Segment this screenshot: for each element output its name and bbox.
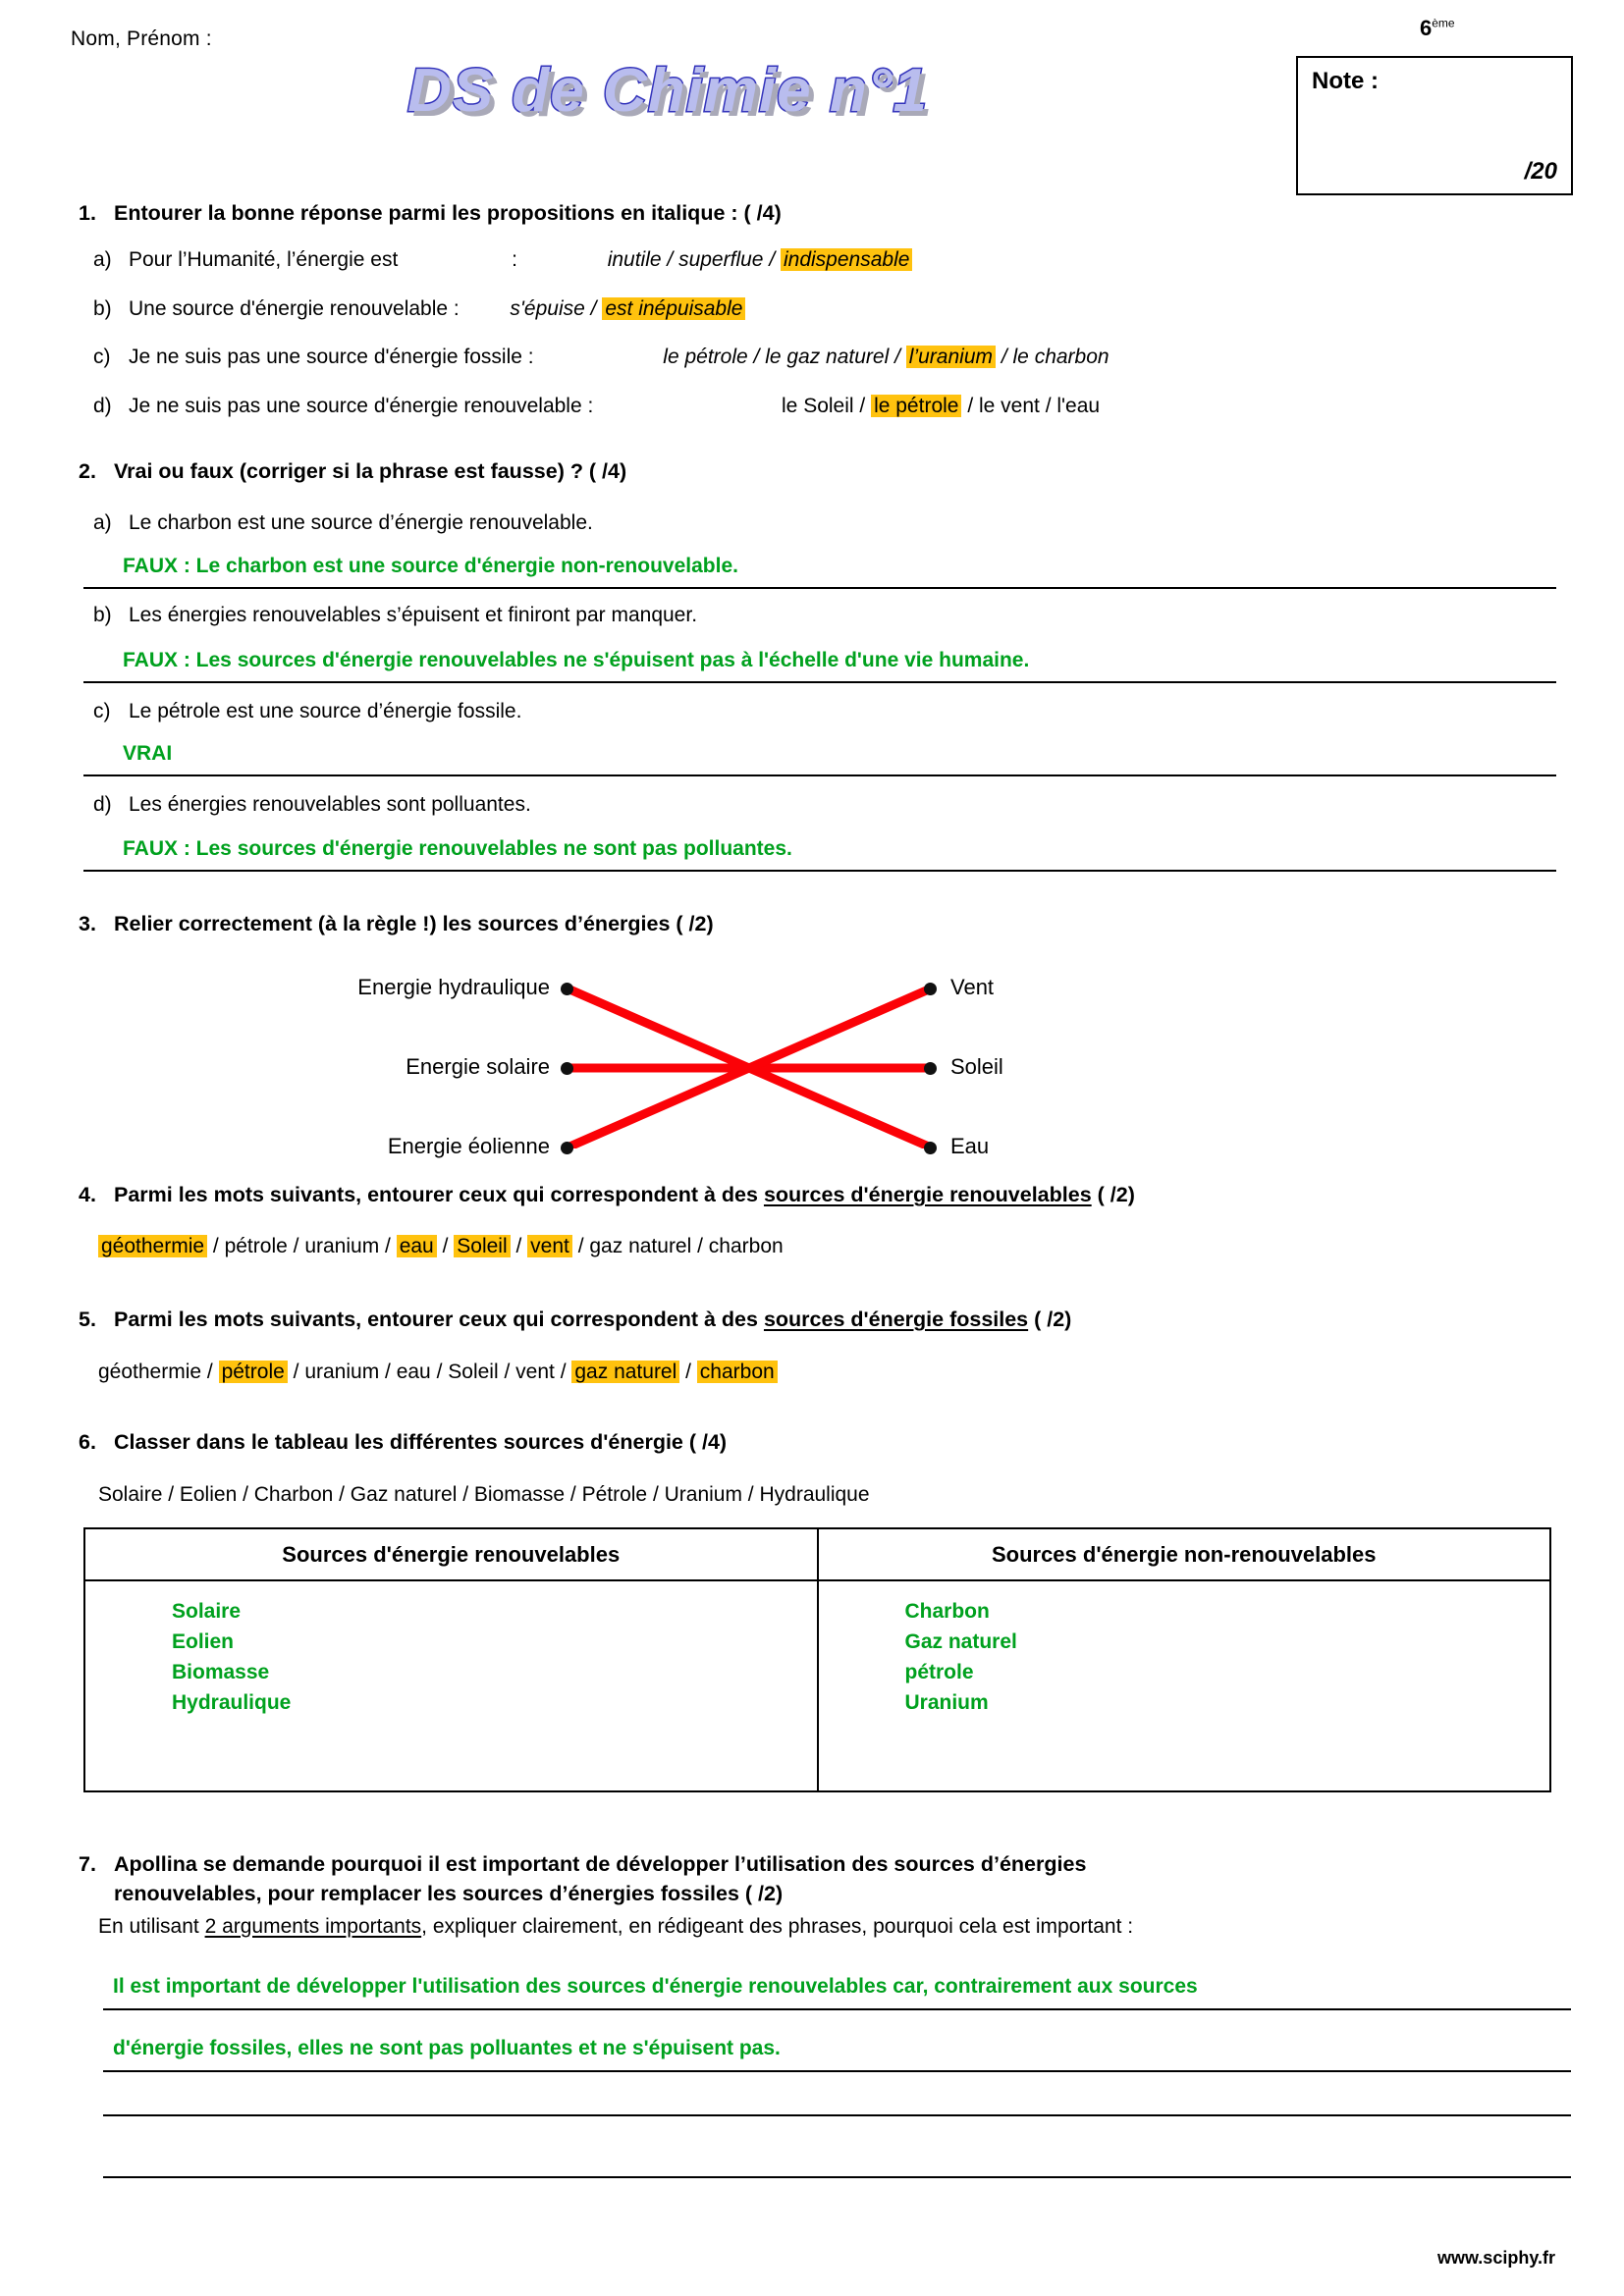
choice-a-3-selected[interactable]: indispensable <box>781 248 912 271</box>
word-uranium[interactable]: uranium <box>304 1235 380 1257</box>
matching-lines <box>0 942 1624 1148</box>
choice-separator: / <box>859 395 872 417</box>
grade-total: /20 <box>1524 158 1557 185</box>
question-4-statement <box>79 1181 1591 1210</box>
answer-2d[interactable]: FAUX : Les sources d'énergie renouvelables ne sont pas polluantes. <box>123 837 792 860</box>
item-label-d: d) <box>93 395 112 417</box>
item-label-c: c) <box>93 346 111 368</box>
grade-label: Note : <box>1312 68 1379 94</box>
question-7-instruction <box>98 1912 1571 1941</box>
choice-c-4[interactable]: le charbon <box>1012 346 1110 368</box>
word-sep: / <box>554 1361 572 1383</box>
answer-line-2a <box>83 587 1556 589</box>
grade-level-suffix: ème <box>1432 16 1455 30</box>
word-vent[interactable]: vent <box>527 1235 572 1257</box>
question-7-number: 7. <box>79 1852 96 1876</box>
match-left-label-1: Energie solaire <box>406 1054 550 1079</box>
choice-separator: / <box>894 346 906 368</box>
word-sep: / <box>510 1235 528 1257</box>
match-right-label-2: Eau <box>950 1134 990 1158</box>
choice-separator: / <box>753 346 766 368</box>
choice-a-2[interactable]: superflue <box>678 248 764 271</box>
word-petrole[interactable]: pétrole <box>224 1235 288 1257</box>
question-4-text-pre: Parmi les mots suivants, entourer ceux qui correspondent à des <box>114 1183 764 1206</box>
grade-box <box>1296 56 1573 195</box>
word-sep: / <box>430 1361 449 1383</box>
word-sep: / <box>571 1235 590 1257</box>
question-6-word-list: Solaire / Eolien / Charbon / Gaz naturel / Biomasse / Pétrole / Uranium / Hydraulique <box>98 1483 870 1506</box>
question-2-statement <box>79 457 1355 487</box>
table-header-non-renewable: Sources d'énergie non-renouvelables <box>818 1528 1551 1580</box>
question-6-number: 6. <box>79 1430 96 1454</box>
item-label-a: a) <box>93 511 112 534</box>
table-cell-non-renewable[interactable] <box>818 1580 1551 1791</box>
choice-d-1[interactable]: le Soleil <box>782 395 854 417</box>
match-right-dot-0[interactable] <box>924 983 937 995</box>
question-5-number: 5. <box>79 1308 96 1331</box>
grade-level <box>1420 16 1455 41</box>
instruction-underlined: 2 arguments importants <box>204 1915 422 1938</box>
choice-separator: / <box>769 248 781 271</box>
answer-2b[interactable]: FAUX : Les sources d'énergie renouvelables ne s'épuisent pas à l'échelle d'une vie humaine. <box>123 649 1030 671</box>
match-right-label-1: Soleil <box>950 1054 1003 1079</box>
renewable-item-3: Hydraulique <box>172 1690 292 1714</box>
word-sep: / <box>691 1235 709 1257</box>
match-left-dot-2[interactable] <box>561 1142 573 1154</box>
non-renewable-item-1: Gaz naturel <box>904 1630 1017 1654</box>
word-geothermie[interactable]: géothermie <box>98 1235 207 1257</box>
question-7-statement-line2: renouvelables, pour remplacer les sources d’énergies fossiles ( /2) <box>114 1882 784 1905</box>
answer-line-7-1 <box>103 2008 1571 2010</box>
question-1-item-c <box>93 343 1605 371</box>
answer-line-2c <box>83 774 1556 776</box>
question-1-item-a <box>93 245 1566 274</box>
choice-c-3-selected[interactable]: l’uranium <box>906 346 996 368</box>
question-6-text: Classer dans le tableau les différentes sources d'énergie ( /4) <box>114 1430 728 1454</box>
word-sep: / <box>379 1235 397 1257</box>
renewable-item-2: Biomasse <box>172 1660 270 1683</box>
item-a-text: Le charbon est une source d’énergie renouvelable. <box>129 511 593 534</box>
match-left-dot-1[interactable] <box>561 1062 573 1075</box>
choice-d-3[interactable]: le vent <box>978 395 1040 417</box>
question-4-text-post: ( /2) <box>1091 1183 1135 1206</box>
word-sep: / <box>436 1235 455 1257</box>
page-title-wordart: DS de Chimie n°1 <box>406 57 928 125</box>
item-label-d: d) <box>93 793 112 816</box>
question-5-text-post: ( /2) <box>1028 1308 1072 1331</box>
answer-7-line2[interactable]: d'énergie fossiles, elles ne sont pas polluantes et ne s'épuisent pas. <box>113 2037 781 2059</box>
question-5-text-underlined: sources d'énergie fossiles <box>763 1308 1029 1331</box>
item-d-text: Les énergies renouvelables sont polluantes. <box>129 793 531 816</box>
question-1-statement <box>79 199 1355 229</box>
word-eau[interactable]: eau <box>397 1235 437 1257</box>
question-4-text-underlined: sources d'énergie renouvelables <box>763 1183 1092 1206</box>
renewable-item-0: Solaire <box>172 1600 242 1624</box>
blank-line-2 <box>103 2176 1571 2178</box>
question-2-item-b <box>93 601 697 629</box>
question-2-text: Vrai ou faux (corriger si la phrase est fausse) ? ( /4) <box>114 459 627 483</box>
choice-separator: / <box>667 248 679 271</box>
item-label-a: a) <box>93 248 112 271</box>
word-gaz-naturel[interactable]: gaz naturel <box>571 1361 679 1383</box>
word-gaz-naturel[interactable]: gaz naturel <box>589 1235 692 1257</box>
answer-line-2d <box>83 870 1556 872</box>
choice-separator: / <box>590 297 603 320</box>
non-renewable-item-0: Charbon <box>904 1600 990 1624</box>
table-body-row <box>84 1580 1550 1791</box>
instruction-pre: En utilisant <box>98 1915 205 1938</box>
renewable-list <box>85 1597 817 1718</box>
question-5-text-pre: Parmi les mots suivants, entourer ceux qui correspondent à des <box>114 1308 764 1331</box>
word-sep: / <box>679 1361 697 1383</box>
answer-line-2b <box>83 681 1556 683</box>
question-6-statement <box>79 1428 1591 1458</box>
question-1-item-d <box>93 392 1605 420</box>
item-b-text: Les énergies renouvelables s’épuisent et finiront par manquer. <box>129 604 698 626</box>
choice-c-1[interactable]: le pétrole <box>663 346 748 368</box>
table-header-renewable: Sources d'énergie renouvelables <box>84 1528 818 1580</box>
item-a-text: Pour l’Humanité, l’énergie est <box>129 248 399 271</box>
table-cell-renewable[interactable] <box>84 1580 818 1791</box>
word-sep: / <box>498 1361 516 1383</box>
question-2-item-d <box>93 790 531 819</box>
answer-2a[interactable]: FAUX : Le charbon est une source d'énergie non-renouvelable. <box>123 555 738 577</box>
word-eau[interactable]: eau <box>396 1361 431 1383</box>
non-renewable-item-3: Uranium <box>904 1690 989 1714</box>
choice-b-1[interactable]: s'épuise <box>510 297 585 320</box>
matching-diagram <box>0 942 1624 1158</box>
word-sep: / <box>287 1361 305 1383</box>
item-label-c: c) <box>93 700 111 722</box>
choice-d-2-selected[interactable]: le pétrole <box>871 395 961 417</box>
question-3-text: Relier correctement (à la règle !) les sources d’énergies ( /2) <box>114 912 714 935</box>
non-renewable-list <box>819 1597 1550 1718</box>
question-1-text: Entourer la bonne réponse parmi les propositions en italique : ( /4) <box>114 201 782 225</box>
item-label-b: b) <box>93 297 112 320</box>
choice-c-2[interactable]: le gaz naturel <box>765 346 890 368</box>
item-d-text: Je ne suis pas une source d'énergie renouvelable : <box>129 395 594 417</box>
word-geothermie[interactable]: géothermie <box>98 1361 202 1383</box>
student-name-field-label: Nom, Prénom : <box>71 27 212 50</box>
question-1-number: 1. <box>79 201 96 225</box>
question-1-item-b <box>93 294 1566 323</box>
word-soleil[interactable]: Soleil <box>448 1361 499 1383</box>
match-left-label-2: Energie éolienne <box>387 1134 550 1158</box>
match-right-label-0: Vent <box>950 975 995 999</box>
question-7-line1: Apollina se demande pourquoi il est important de développer l’utilisation des sources d’énergies <box>114 1852 1087 1876</box>
item-c-text: Le pétrole est une source d’énergie fossile. <box>129 700 522 722</box>
question-4-number: 4. <box>79 1183 96 1206</box>
question-2-item-c <box>93 697 521 725</box>
question-2-item-a <box>93 508 593 537</box>
non-renewable-item-2: pétrole <box>904 1660 974 1683</box>
answer-line-7-2 <box>103 2070 1571 2072</box>
word-charbon[interactable]: charbon <box>708 1235 784 1257</box>
renewable-item-1: Eolien <box>172 1630 235 1654</box>
choice-a-1[interactable]: inutile <box>607 248 662 271</box>
question-3-statement <box>79 910 1355 939</box>
question-5-statement <box>79 1306 1591 1335</box>
page-title <box>295 47 1041 135</box>
answer-7-line1[interactable]: Il est important de développer l'utilisation des sources d'énergie renouvelables car, contrairement aux sources <box>113 1975 1198 1998</box>
match-left-label-0: Energie hydraulique <box>357 975 550 999</box>
energy-classification-table <box>83 1527 1551 1792</box>
question-2-number: 2. <box>79 459 96 483</box>
item-b-text: Une source d'énergie renouvelable : <box>129 297 460 320</box>
word-charbon[interactable]: charbon <box>697 1361 778 1383</box>
choice-d-4[interactable]: l'eau <box>1056 395 1101 417</box>
choice-separator: / <box>967 395 979 417</box>
choice-b-2-selected[interactable]: est inépuisable <box>602 297 745 320</box>
word-sep: / <box>207 1235 225 1257</box>
blank-line-1 <box>103 2114 1571 2116</box>
item-c-text: Je ne suis pas une source d'énergie fossile : <box>129 346 534 368</box>
instruction-post: , expliquer clairement, en rédigeant des phrases, pourquoi cela est important : <box>421 1915 1134 1938</box>
question-4-word-list <box>98 1232 784 1260</box>
word-soleil[interactable]: Soleil <box>454 1235 510 1257</box>
table-header-row <box>84 1528 1550 1580</box>
question-3-number: 3. <box>79 912 96 935</box>
answer-2c[interactable]: VRAI <box>123 742 173 765</box>
match-right-dot-2[interactable] <box>924 1142 937 1154</box>
grade-level-number: 6 <box>1420 16 1433 40</box>
word-sep: / <box>201 1361 219 1383</box>
item-a-colon: : <box>512 248 517 271</box>
question-7-statement <box>79 1850 1561 1880</box>
footer-website: www.sciphy.fr <box>1436 2248 1555 2268</box>
item-label-b: b) <box>93 604 112 626</box>
word-petrole[interactable]: pétrole <box>219 1361 288 1383</box>
word-vent[interactable]: vent <box>515 1361 555 1383</box>
choice-separator: / <box>1045 395 1057 417</box>
match-left-dot-0[interactable] <box>561 983 573 995</box>
word-sep: / <box>379 1361 397 1383</box>
choice-separator: / <box>1001 346 1013 368</box>
word-uranium[interactable]: uranium <box>304 1361 380 1383</box>
match-right-dot-1[interactable] <box>924 1062 937 1075</box>
word-sep: / <box>287 1235 305 1257</box>
question-5-word-list <box>98 1358 778 1386</box>
